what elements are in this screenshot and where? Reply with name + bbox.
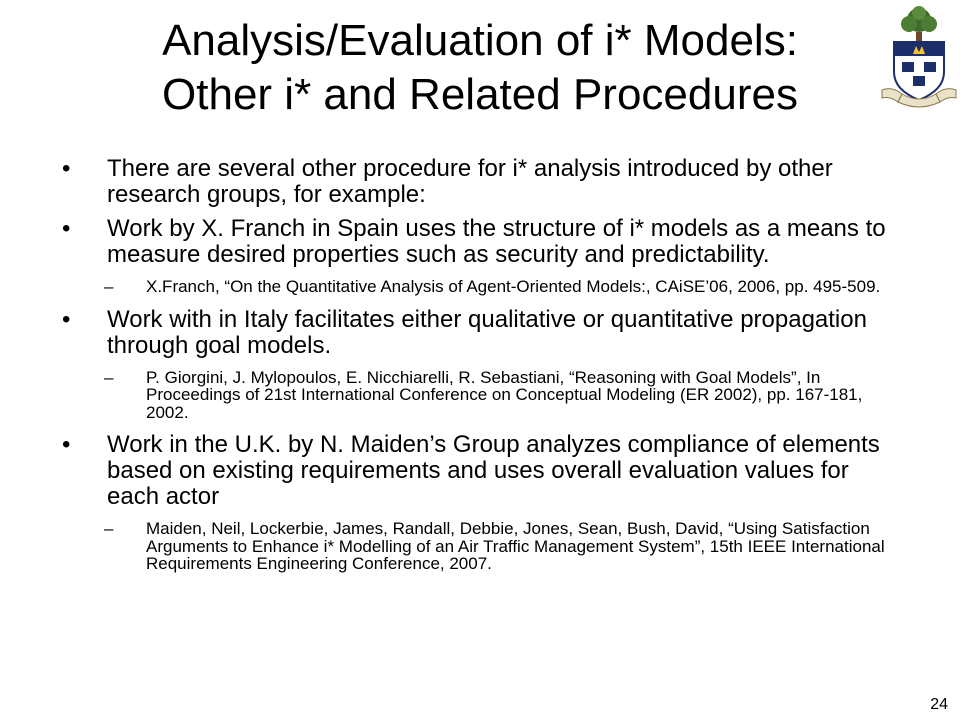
- bullet-mark: •: [62, 155, 71, 182]
- dash-mark: –: [104, 277, 114, 296]
- bullet-mark: •: [62, 215, 71, 242]
- reference-text: X.Franch, “On the Quantitative Analysis of Agent-Oriented Models:, CAiSE’06, 2006, pp. 495-509.: [146, 277, 881, 296]
- bullet-item: [62, 156, 922, 208]
- bullet-text: Work with in Italy facilitates either qualitative or quantitative propagation through goal models.: [107, 305, 867, 359]
- slide-body: [62, 156, 922, 584]
- bullet-mark: •: [62, 431, 71, 458]
- bullet-mark: •: [62, 305, 71, 333]
- bullet-text: There are several other procedure for i* analysis introduced by other research groups, for example:: [107, 155, 833, 208]
- slide-title: [80, 14, 880, 122]
- reference-item: [104, 520, 922, 573]
- bullet-text: Work by X. Franch in Spain uses the structure of i* models as a means to measure desired properties such as security and predictability.: [107, 215, 886, 268]
- page-number: 24: [930, 696, 948, 713]
- bullet-text: Work in the U.K. by N. Maiden’s Group analyzes compliance of elements based on existing requirements and uses overall evaluation values for each actor: [107, 431, 880, 510]
- reference-item: [104, 278, 922, 296]
- title-line-1: Analysis/Evaluation of i* Models:: [162, 16, 798, 65]
- title-line-2: Other i* and Related Procedures: [162, 70, 798, 119]
- bullet-item: [62, 432, 922, 510]
- reference-text: Maiden, Neil, Lockerbie, James, Randall, Debbie, Jones, Sean, Bush, David, “Using Satisfaction Arguments to Enhance i* Modelling of an Air Traffic Management System”, 15th IEEE International Requirements Engineering Conference, 2007.: [146, 519, 885, 573]
- reference-item: [104, 369, 922, 422]
- reference-text: P. Giorgini, J. Mylopoulos, E. Nicchiarelli, R. Sebastiani, “Reasoning with Goal Models”, In Proceedings of 21st International Conference on Conceptual Modeling (ER 2002), pp. 167-181, 2002.: [146, 367, 863, 422]
- bullet-item: [62, 307, 922, 359]
- dash-mark: –: [104, 519, 114, 538]
- dash-mark: –: [104, 367, 114, 387]
- university-crest-logo: [880, 6, 958, 110]
- bullet-item: [62, 216, 922, 268]
